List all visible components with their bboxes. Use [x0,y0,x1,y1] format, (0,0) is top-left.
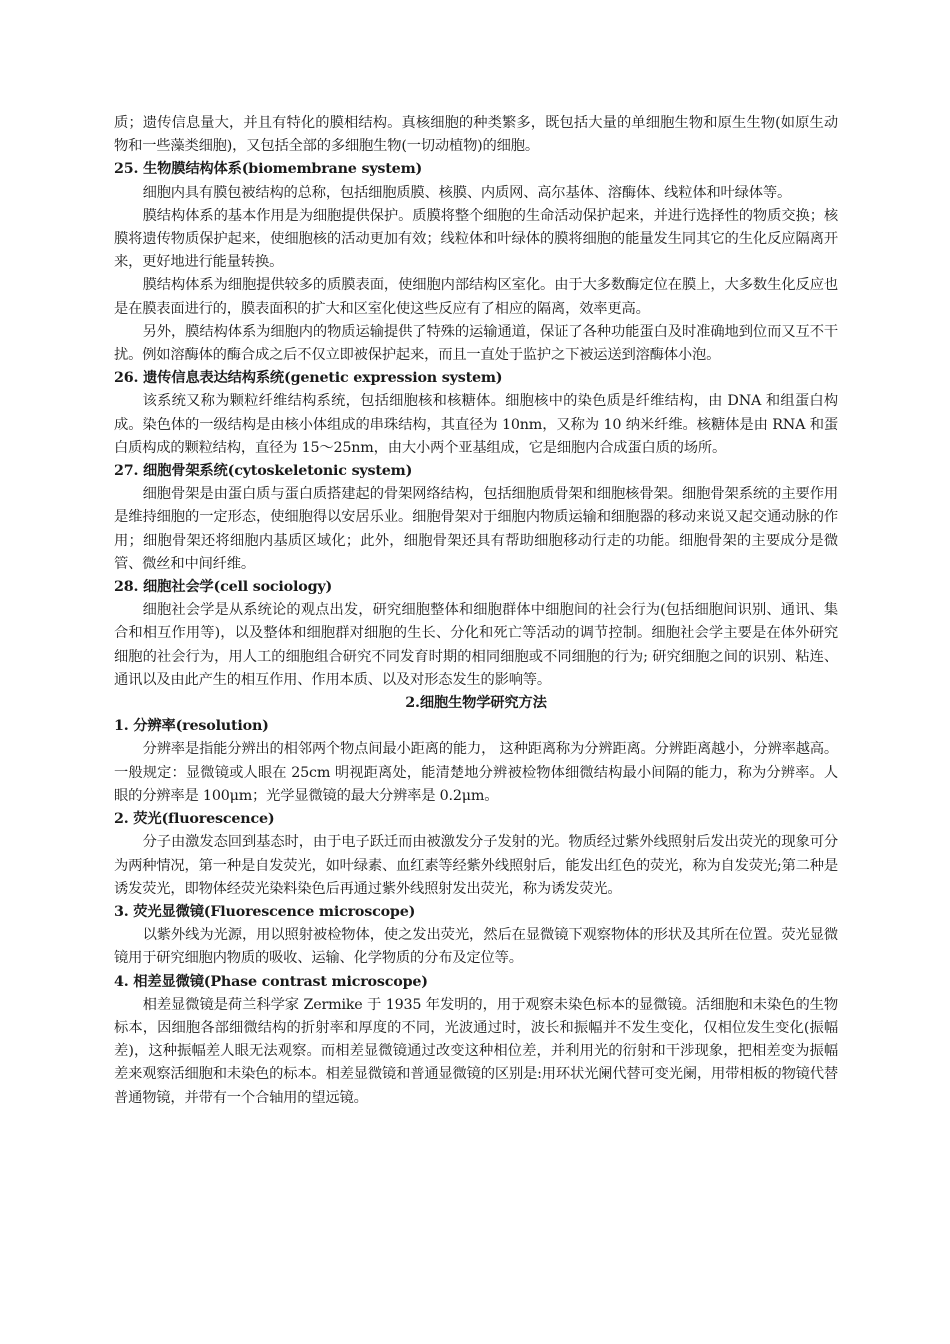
section-heading: 27. 细胞骨架系统(cytoskeletonic system) [114,463,413,480]
paragraph: 分辨率是指能分辨出的相邻两个物点间最小距离的能力， 这种距离称为分辨距离。分辨距离越小，分辨率越高。一般规定：显微镜或人眼在 25cm 明视距离处，能清楚地分辨被检物体细微结构最小间隔的能力，称为分辨率。人眼的分辨率是 100μm；光学显微镜的最大分辨率是 0.2μm。 [114,741,838,804]
document-body [114,112,838,1110]
section-genetic-expression-system [114,367,838,460]
section-fluorescence [114,808,838,901]
section-heading: 2. 荧光(fluorescence) [114,811,275,828]
paragraph: 相差显微镜是荷兰科学家 Zermike 于 1935 年发明的，用于观察未染色标本的显微镜。活细胞和未染色的生物标本，因细胞各部细微结构的折射率和厚度的不同，光波通过时，波长和振幅并不发生变化，仅相位发生变化(振幅差)，这种振幅差人眼无法观察。而相差显微镜通过改变这种相位差，并利用光的衍射和干涉现象，把相差变为振幅差来观察活细胞和未染色的标本。相差显微镜和普通显微镜的区别是:用环状光阑代替可变光阑，用带相板的物镜代替普通物镜，并带有一个合轴用的望远镜。 [114,996,838,1106]
section-phase-contrast-microscope [114,971,838,1110]
section-heading: 3. 荧光显微镜(Fluorescence microscope) [114,903,416,920]
section-biomembrane-system [114,158,838,367]
section-heading: 25. 生物膜结构体系(biomembrane system) [114,161,423,178]
section-resolution [114,715,838,808]
section-heading: 4. 相差显微镜(Phase contrast microscope) [114,973,428,990]
paragraph: 膜结构体系为细胞提供较多的质膜表面，使细胞内部结构区室化。由于大多数酶定位在膜上，大多数生化反应也是在膜表面进行的，膜表面积的扩大和区室化使这些反应有了相应的隔离，效率更高。 [114,277,838,317]
section-cell-sociology [114,576,838,692]
paragraph: 膜结构体系的基本作用是为细胞提供保护。质膜将整个细胞的生命活动保护起来，并进行选择性的物质交换；核膜将遗传物质保护起来，使细胞核的活动更加有效；线粒体和叶绿体的膜将细胞的能量发生同其它的生化反应隔离开来，更好地进行能量转换。 [114,207,838,271]
intro-continuation-paragraph: 质；遗传信息量大，并且有特化的膜相结构。真核细胞的种类繁多，既包括大量的单细胞生物和原生生物(如原生动物和一些藻类细胞)，又包括全部的多细胞生物(一切动植物)的细胞。 [114,115,838,155]
paragraph: 细胞骨架是由蛋白质与蛋白质搭建起的骨架网络结构，包括细胞质骨架和细胞核骨架。细胞骨架系统的主要作用是维持细胞的一定形态，使细胞得以安居乐业。细胞骨架对于细胞内物质运输和细胞器的移动来说又起交通动脉的作用；细胞骨架还将细胞内基质区域化；此外，细胞骨架还具有帮助细胞移动行走的功能。细胞骨架的主要成分是微管、微丝和中间纤维。 [114,486,838,572]
paragraph: 细胞社会学是从系统论的观点出发，研究细胞整体和细胞群体中细胞间的社会行为(包括细胞间识别、通讯、集合和相互作用等)，以及整体和细胞群对细胞的生长、分化和死亡等活动的调节控制。细胞社会学主要是在体外研究细胞的社会行为，用人工的细胞组合研究不同发育时期的相同细胞或不同细胞的行为; 研究细胞之间的识别、粘连、通讯以及由此产生的相互作用、作用本质、以及对形态发生的影响等。 [114,602,838,688]
section-cytoskeletonic-system [114,460,838,576]
section-heading: 28. 细胞社会学(cell sociology) [114,579,333,596]
paragraph: 另外，膜结构体系为细胞内的物质运输提供了特殊的运输通道，保证了各种功能蛋白及时准确地到位而又互不干扰。例如溶酶体的酶合成之后不仅立即被保护起来，而且一直处于监护之下被运送到溶酶体小泡。 [114,323,838,364]
paragraph: 以紫外线为光源，用以照射被检物体，使之发出荧光，然后在显微镜下观察物体的形状及其所在位置。荧光显微镜用于研究细胞内物质的吸收、运输、化学物质的分布及定位等。 [114,927,838,967]
paragraph: 分子由激发态回到基态时，由于电子跃迁而由被激发分子发射的光。物质经过紫外线照射后发出荧光的现象可分为两种情况，第一种是自发荧光，如叶绿素、血红素等经紫外线照射后，能发出红色的荧光，称为自发荧光;第二种是诱发荧光，即物体经荧光染料染色后再通过紫外线照射发出荧光，称为诱发荧光。 [114,834,838,897]
paragraph: 该系统又称为颗粒纤维结构系统，包括细胞核和核糖体。细胞核中的染色质是纤维结构，由 DNA 和组蛋白构成。染色体的一级结构是由核小体组成的串珠结构，其直径为 10nm，又称为 10 纳米纤维。核糖体是由 RNA 和蛋白质构成的颗粒结构，直径为 15～25nm，由大小两个亚基组成，它是细胞内合成蛋白质的场所。 [114,393,838,456]
section-fluorescence-microscope [114,901,838,971]
section-heading: 26. 遗传信息表达结构系统(genetic expression system) [114,370,503,387]
paragraph: 细胞内具有膜包被结构的总称，包括细胞质膜、核膜、内质网、高尔基体、溶酶体、线粒体和叶绿体等。 [142,184,792,201]
chapter-title: 2.细胞生物学研究方法 [405,695,547,712]
section-heading: 1. 分辨率(resolution) [114,718,269,735]
